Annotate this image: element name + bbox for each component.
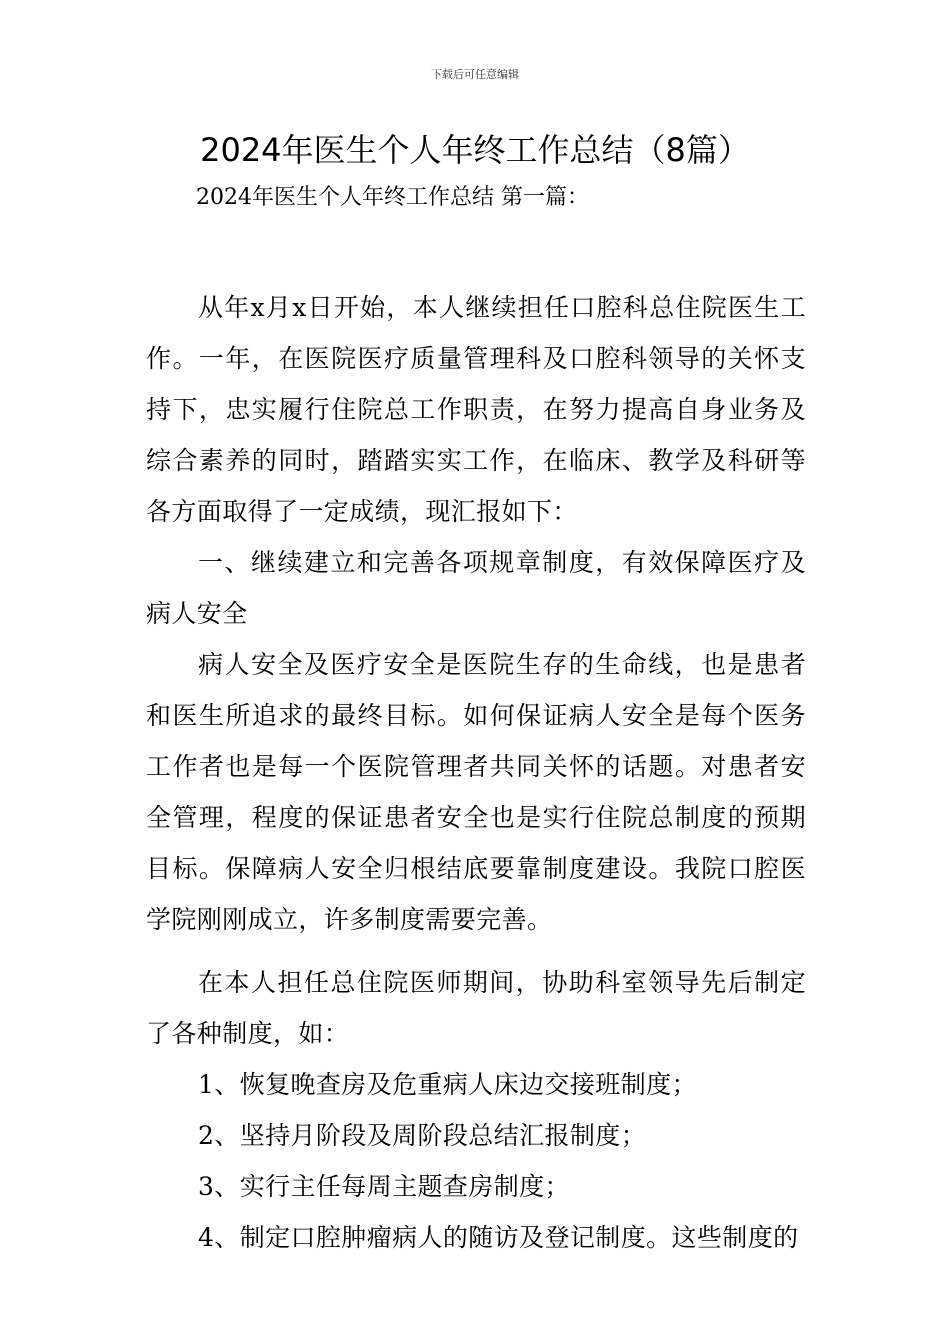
list-item-2: 2、坚持月阶段及周阶段总结汇报制度； — [198, 1121, 647, 1150]
section-heading-1: 一、继续建立和完善各项规章制度，有效保障医疗及病人安全 — [146, 548, 806, 628]
header-note: 下载后可任意编辑 — [431, 68, 519, 81]
document-title: 2024年医生个人年终工作总结（8篇） — [200, 131, 750, 169]
list-item-1: 1、恢复晚查房及危重病人床边交接班制度； — [198, 1070, 697, 1099]
paragraph-safety: 病人安全及医疗安全是医院生存的生命线，也是患者和医生所追求的最终目标。如何保证病人安全是每个医务工作者也是每一个医院管理者共同关怀的话题。对患者安全管理，程度的保证患者安全也是实行住院总制度的预期目标。保障病人安全归根结底要靠制度建设。我院口腔医学院刚刚成立，许多制度需要完善。 — [146, 650, 806, 934]
list-item-3: 3、实行主任每周主题查房制度； — [198, 1172, 570, 1201]
document-subtitle: 2024年医生个人年终工作总结 第一篇： — [196, 185, 589, 210]
paragraph-rules-intro: 在本人担任总住院医师期间，协助科室领导先后制定了各种制度，如： — [146, 968, 806, 1048]
list-item-4: 4、制定口腔肿瘤病人的随访及登记制度。这些制度的 — [198, 1223, 799, 1252]
paragraph-intro: 从年x月x日开始，本人继续担任口腔科总住院医生工作。一年，在医院医疗质量管理科及口腔科领导的关怀支持下，忠实履行住院总工作职责，在努力提高自身业务及综合素养的同时，踏踏实实工作，在临床、教学及科研等各方面取得了一定成绩，现汇报如下： — [146, 293, 806, 526]
document-body — [146, 282, 806, 1263]
